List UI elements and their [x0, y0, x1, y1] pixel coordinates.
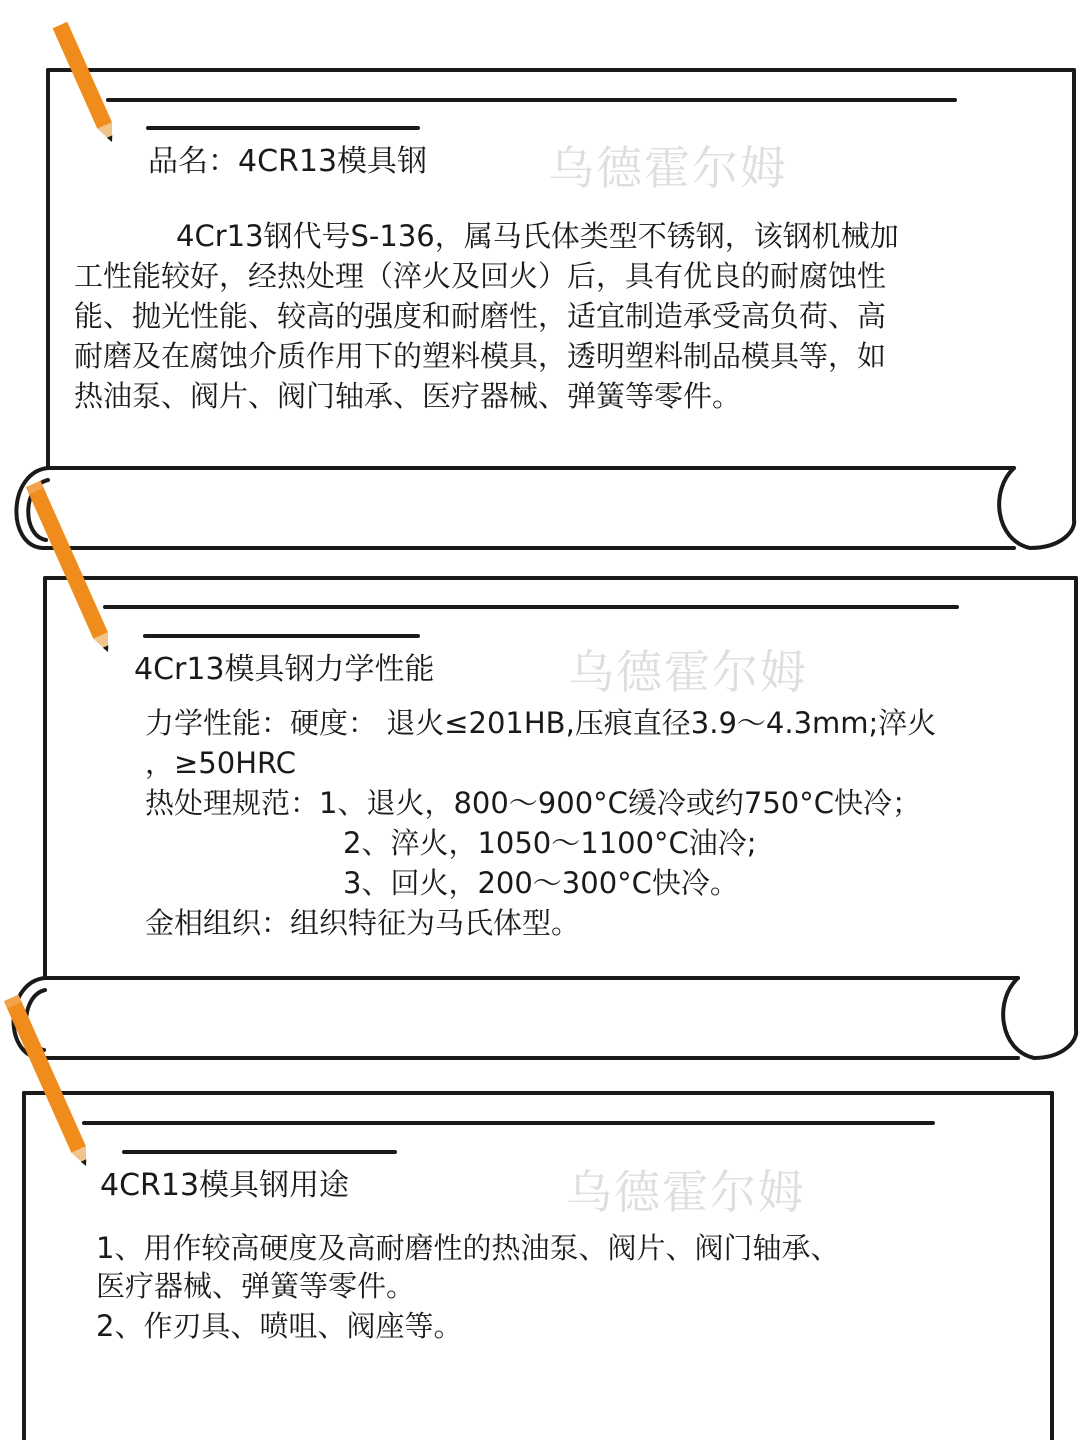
- watermark-3: 乌德霍尔姆: [566, 1165, 806, 1219]
- watermark-1: 乌德霍尔姆: [548, 141, 788, 195]
- body-line: 耐磨及在腐蚀介质作用下的塑料模具，透明塑料制品模具等，如: [74, 339, 887, 373]
- section3-title: 4CR13模具钢用途: [100, 1168, 350, 1203]
- body-line: 3、回火，200～300°C快冷。: [343, 866, 739, 900]
- pencil-icon: [4, 995, 93, 1170]
- body-line: 2、作刃具、喷咀、阀座等。: [96, 1309, 463, 1343]
- section2-title: 4Cr13模具钢力学性能: [134, 652, 435, 687]
- body-line: 热处理规范：1、退火，800～900°C缓冷或约750°C快冷；: [145, 786, 922, 820]
- pencil-icon: [53, 22, 120, 145]
- body-line: 医疗器械、弹簧等零件。: [96, 1269, 416, 1303]
- body-line: 能、抛光性能、较高的强度和耐磨性，适宜制造承受高负荷、高: [74, 299, 887, 333]
- body-line: 4Cr13钢代号S-136，属马氏体类型不锈钢，该钢机械加: [176, 219, 899, 253]
- pencil-icon: [26, 481, 115, 656]
- body-line: 1、用作较高硬度及高耐磨性的热油泵、阀片、阀门轴承、: [96, 1231, 840, 1265]
- body-line: 力学性能：硬度： 退火≤201HB,压痕直径3.9～4.3mm;淬火: [145, 706, 937, 740]
- body-line: 2、淬火，1050～1100°C油冷;: [343, 826, 757, 860]
- watermark-2: 乌德霍尔姆: [568, 645, 808, 699]
- body-line: ，≥50HRC: [145, 746, 296, 780]
- body-line: 金相组织：组织特征为马氏体型。: [145, 906, 581, 940]
- section1-title: 品名：4CR13模具钢: [148, 144, 428, 179]
- body-line: 热油泵、阀片、阀门轴承、医疗器械、弹簧等零件。: [74, 379, 742, 413]
- body-line: 工性能较好，经热处理（淬火及回火）后，具有优良的耐腐蚀性: [74, 259, 887, 293]
